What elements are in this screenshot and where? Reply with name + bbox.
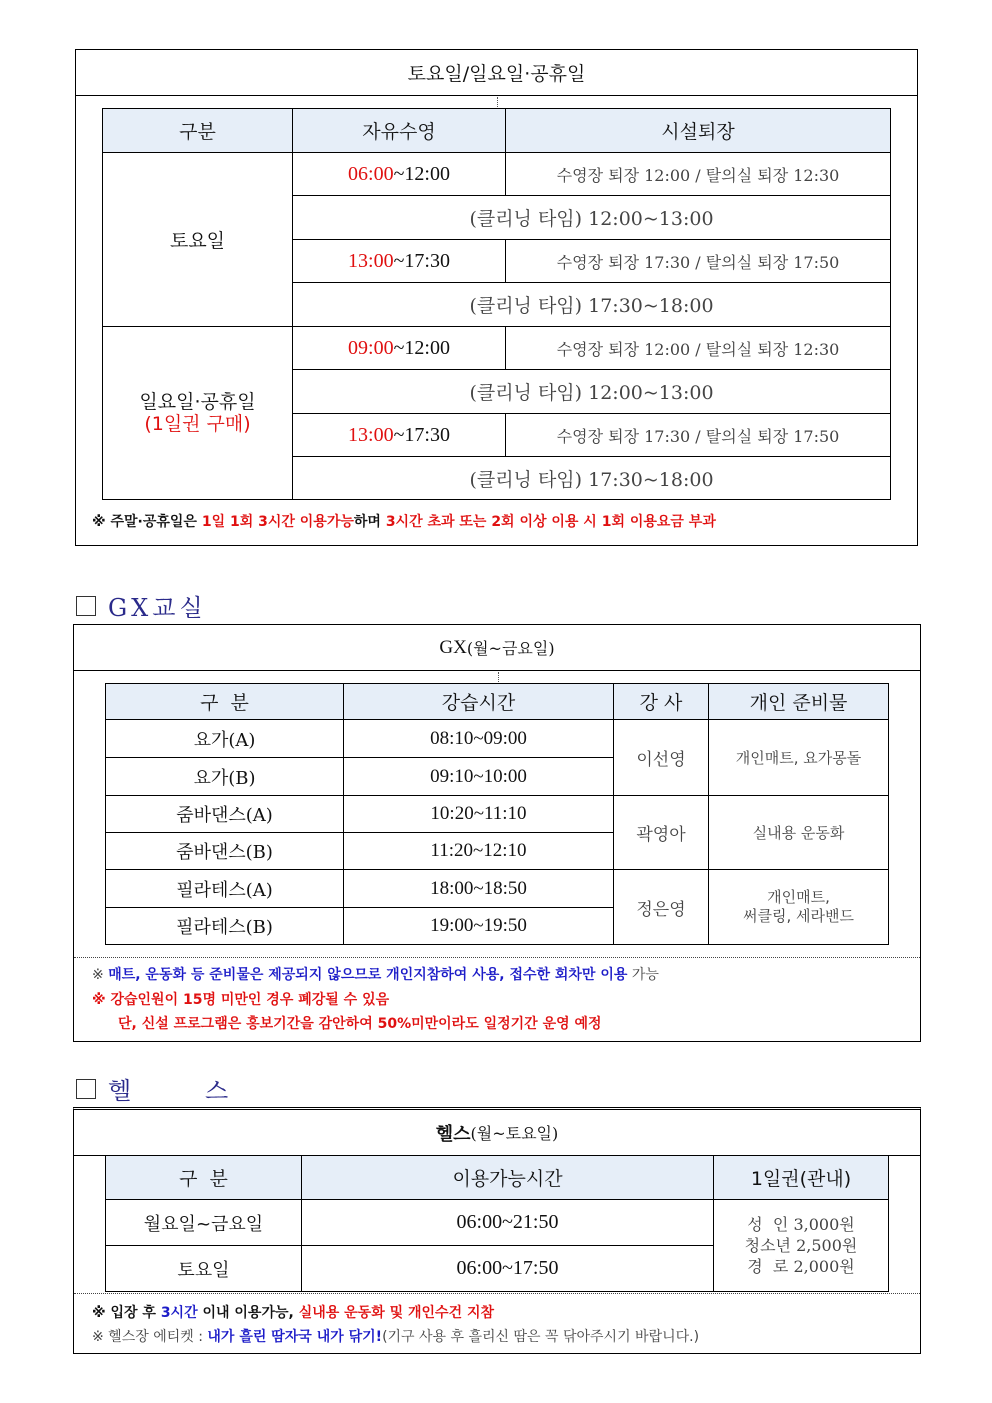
class-name: 필라테스(B): [106, 908, 344, 945]
swim-time: 13:00~17:30: [293, 240, 506, 283]
health-note-etiquette: ※ 헬스장 에티켓 : 내가 흘린 땀자국 내가 닦기!(기구 사용 후 흘리신 땀은 꼭 닦아주시기 바랍니다.): [92, 1329, 700, 1345]
saturday-label: 토요일: [103, 153, 293, 327]
weekend-title: 토요일/일요일·공휴일: [76, 50, 917, 96]
swim-time: 06:00~12:00: [293, 153, 506, 196]
health-title: 헬스 (월~토요일): [74, 1110, 920, 1156]
sunday-holiday-label: 일요일·공휴일 (1일권 구매): [103, 327, 293, 500]
required-items: 개인매트, 써클링, 세라밴드: [709, 870, 889, 945]
exit-time: 수영장 퇴장 17:30 / 탈의실 퇴장 17:50: [506, 240, 891, 283]
header-class-time: 강습시간: [344, 684, 614, 720]
header-free-swim: 자유수영: [293, 109, 506, 153]
exit-time: 수영장 퇴장 12:00 / 탈의실 퇴장 12:30: [506, 327, 891, 370]
price-youth: 청소년 2,500원: [744, 1236, 858, 1255]
cleaning-time: (클리닝 타임) 12:00~13:00: [293, 370, 891, 414]
health-section-heading: 헬 스: [76, 1071, 232, 1106]
gx-table: [105, 683, 889, 945]
swim-time: 13:00~17:30: [293, 414, 506, 457]
instructor-name: 곽영아: [614, 796, 709, 870]
available-time: 06:00~21:50: [302, 1200, 714, 1246]
gx-note-supplies: ※ 매트, 운동화 등 준비물은 제공되지 않으므로 개인지참하여 사용, 접수한 회차만 이용 가능: [92, 967, 659, 983]
day-pass-prices: [714, 1200, 889, 1292]
header-available-time: 이용가능시간: [302, 1156, 714, 1200]
gx-note-cancel: ※ 강습인원이 15명 미만인 경우 폐강될 수 있음: [92, 992, 390, 1008]
day-range: 토요일: [106, 1246, 302, 1292]
header-category: 구 분: [106, 684, 344, 720]
health-note-usage: ※ 입장 후 3시간 이내 이용가능, 실내용 운동화 및 개인수건 지참: [92, 1305, 495, 1321]
class-time: 10:20~11:10: [344, 796, 614, 833]
instructor-name: 이선영: [614, 720, 709, 796]
gx-section-heading: GX교실: [76, 588, 207, 623]
required-items: 실내용 운동화: [709, 796, 889, 870]
class-time: 18:00~18:50: [344, 870, 614, 908]
header-instructor: 강 사: [614, 684, 709, 720]
cleaning-time: (클리닝 타임) 12:00~13:00: [293, 196, 891, 240]
header-facility-exit: 시설퇴장: [506, 109, 891, 153]
required-items: 개인매트, 요가몽돌: [709, 720, 889, 796]
class-time: 11:20~12:10: [344, 833, 614, 870]
header-items: 개인 준비물: [709, 684, 889, 720]
weekend-table: [102, 108, 891, 500]
gx-note-new-program: 단, 신설 프로그램은 홍보기간을 감안하여 50%미만이라도 일정기간 운영 예정: [118, 1016, 602, 1032]
gx-title: GX (월~금요일): [74, 625, 920, 671]
available-time: 06:00~17:50: [302, 1246, 714, 1292]
health-notes-divider: [74, 1293, 920, 1294]
class-time: 19:00~19:50: [344, 908, 614, 945]
swim-time: 09:00~12:00: [293, 327, 506, 370]
cleaning-time: (클리닝 타임) 17:30~18:00: [293, 283, 891, 327]
checkbox-square-icon: [76, 596, 96, 616]
price-adult: 성 인 3,000원: [747, 1215, 855, 1234]
class-time: 09:10~10:00: [344, 758, 614, 796]
class-time: 08:10~09:00: [344, 720, 614, 758]
price-senior: 경 로 2,000원: [747, 1257, 855, 1276]
header-day-pass: 1일권(관내): [714, 1156, 889, 1200]
class-name: 요가(A): [106, 720, 344, 758]
health-table: [105, 1155, 889, 1292]
header-category: 구 분: [106, 1156, 302, 1200]
cleaning-time: (클리닝 타임) 17:30~18:00: [293, 457, 891, 500]
class-name: 줌바댄스(B): [106, 833, 344, 870]
class-name: 필라테스(A): [106, 870, 344, 908]
class-name: 요가(B): [106, 758, 344, 796]
header-category: 구분: [103, 109, 293, 153]
day-range: 월요일~금요일: [106, 1200, 302, 1246]
exit-time: 수영장 퇴장 12:00 / 탈의실 퇴장 12:30: [506, 153, 891, 196]
exit-time: 수영장 퇴장 17:30 / 탈의실 퇴장 17:50: [506, 414, 891, 457]
checkbox-square-icon: [76, 1079, 96, 1099]
class-name: 줌바댄스(A): [106, 796, 344, 833]
instructor-name: 정은영: [614, 870, 709, 945]
weekend-note: ※ 주말·공휴일은 1일 1회 3시간 이용가능하며 3시간 초과 또는 2회 이상 이용 시 1회 이용요금 부과: [92, 514, 716, 530]
gx-notes-divider: [74, 957, 920, 958]
